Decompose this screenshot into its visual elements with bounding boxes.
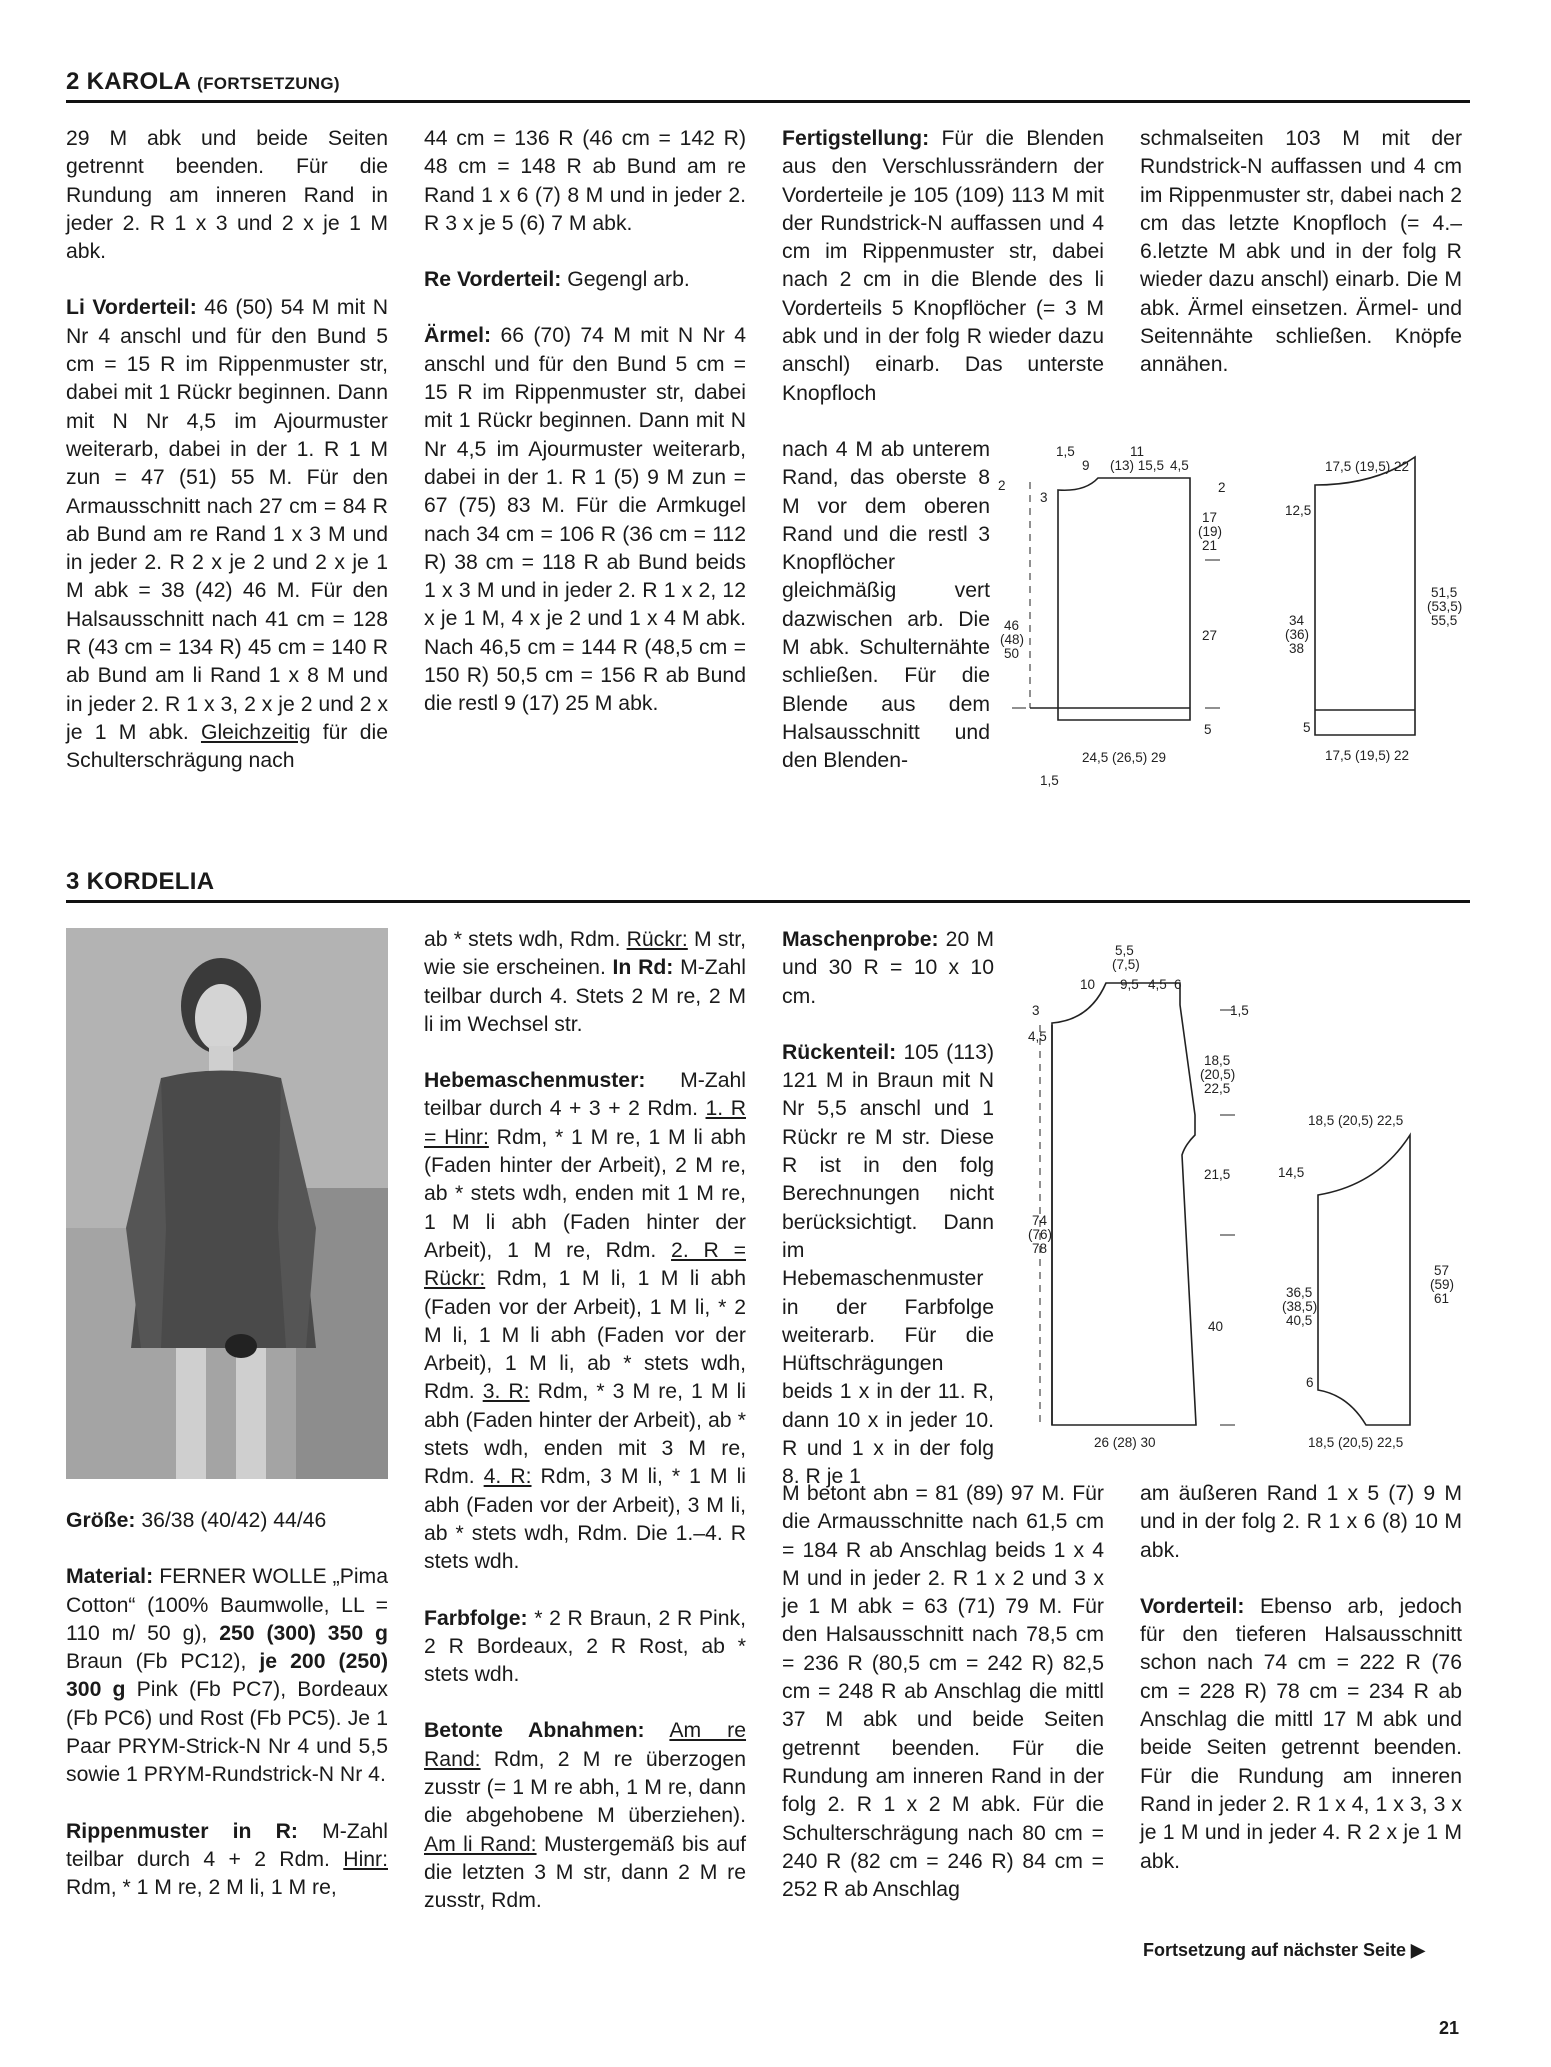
label: 9 [1082,458,1090,473]
paragraph: am äußeren Rand 1 x 5 (7) 9 M und in der folg 2. R 1 x 6 (8) 10 M abk. [1140,1482,1462,1562]
karola-column-3 [782,125,1104,408]
label: 18,5 (20,5) 22,5 [1308,1113,1404,1128]
text: 36/38 (40/42) 44/46 [135,1509,327,1532]
karola-sleeve-diagram [1275,445,1475,785]
text: Rdm, * 1 M re, 2 M li, 1 M re, [66,1876,337,1900]
karola-column-2 [424,125,746,747]
label: Betonte Abnahmen: [424,1719,645,1743]
label: Maschenprobe: [782,928,939,951]
label: 21,5 [1204,1167,1231,1182]
underlined-text: 3. R: [482,1380,530,1404]
label: 5 [1303,720,1311,735]
text: Rdm, * 1 M re, 1 M li abh (Faden hinter der Arbeit), 2 M re, ab * stets wdh, enden mit 1 M re, 1 M li abh (Faden hinter der Arbeit), 1 M re, Rdm. [424,1125,746,1262]
bold-text: 250 (300) 350 g [219,1621,389,1645]
label: (38,5) [1282,1299,1318,1314]
label: Ärmel: [424,324,492,348]
label: Fertigstellung: [782,127,930,150]
label: 4,5 [1170,458,1189,473]
paragraph: M betont abn = 81 (89) 97 M. Für die Armausschnitte nach 61,5 cm = 184 R ab Anschlag beids 1 x 4 M und in jeder 2. R 1 x 2 und 3 x je 1 M abk = 63 (71) 79 M. Für den Halsausschnitt nach 78,5 cm = 236 R (80,5 cm = 242 R) 82,5 cm = 248 R ab Anschlag die mittl 37 M abk und beide Seiten getrennt beenden. Für die Rundung am inneren Rand in der folg 2. R 1 x 2 M abk. Für die Schulterschrägung nach 80 cm = 240 R (82 cm = 246 R) 84 cm = 252 R ab Anschlag [782,1482,1104,1902]
underlined-text: Hinr: [343,1847,388,1871]
text: Rdm, * 3 M re, 1 M li abh (Faden hinter der Arbeit), ab * stets wdh, enden mit 3 M re, Rdm. [424,1380,746,1489]
label: (36) [1285,627,1310,642]
sleeve-labels [1278,1113,1454,1450]
body-labels [1028,945,1249,1450]
photo-illustration [66,928,388,1479]
kordelia-column-4 [1140,1480,1462,1904]
label: 11 [1130,444,1145,459]
label: Li Vorderteil: [66,296,197,320]
bold-text: je 200 (250) 300 g [66,1650,389,1702]
text: FERNER WOLLE „Pima Cotton“ (100% Baumwolle, LL = 110 m/ 50 g), [66,1565,388,1645]
label: Farbfolge: [424,1606,528,1630]
paragraph [424,1717,746,1915]
label: 40 [1208,1319,1224,1334]
front-outline [1058,478,1190,720]
label: (76) [1028,1227,1053,1242]
label: 2 [998,478,1006,493]
label: (48) [1000,632,1025,647]
section-3-header [66,868,1470,903]
karola-column-3-narrow [782,436,990,804]
label: 21 [1202,538,1218,553]
paragraph [66,294,388,775]
label: 57 [1434,1263,1450,1278]
paragraph [424,266,746,294]
label: 1,5 [1040,773,1059,788]
label: 27 [1202,628,1218,643]
continue-note: Fortsetzung auf nächster Seite ▶ [1143,1940,1425,1960]
label: (59) [1430,1277,1455,1292]
karola-front-diagram [990,440,1240,790]
section-subtitle: (FORTSETZUNG) [197,74,340,93]
underlined-text: Am li Rand: [424,1832,537,1856]
paragraph [782,125,1104,408]
label: 9,5 [1120,977,1139,992]
paragraph: 29 M abk und beide Seiten getrennt beenden. Für die Rundung am inneren Rand in jeder 2. R 1 x 3 und 2 x je 1 M abk. [66,127,388,264]
kordelia-column-3-wide [782,1480,1104,1932]
model-photo [66,928,388,1479]
kordelia-column-2 [424,926,746,1944]
underlined-text: Gleichzeitig [200,720,311,744]
sleeve-outline [1318,1135,1410,1425]
label: 22,5 [1204,1081,1231,1096]
body-outline [1052,983,1196,1425]
section-title: 3 KORDELIA [66,868,215,895]
label: 3 [1032,1003,1040,1018]
label: 5 [1204,722,1212,737]
label: 26 (28) 30 [1094,1435,1156,1450]
label: 78 [1032,1241,1048,1256]
page-number: 21 [1438,2018,1459,2038]
underlined-text: 1. R = Hinr: [424,1097,746,1149]
text: Mustergemäß bis auf die letzten 3 M str, dann 2 M re zusstr, Rdm. [424,1832,746,1913]
text: Rdm, 3 M li, * 1 M li abh (Faden vor der Arbeit), 3 M li, ab * stets wdh, Rdm. Die 1.–4. R stets wdh. [424,1465,747,1574]
label: 1,5 [1230,1003,1249,1018]
paragraph [782,1039,994,1492]
section-2-header [66,68,1470,103]
label: 6 [1306,1375,1314,1390]
label: (19) [1198,524,1223,539]
section-title: 2 KAROLA [66,68,191,95]
label: (13) 15,5 [1110,458,1165,473]
kordelia-column-1 [66,1507,388,1931]
karola-column-4 [1140,125,1462,408]
label: 10 [1080,977,1096,992]
label: (7,5) [1112,957,1140,972]
kordelia-column-3-narrow [782,926,994,1492]
label: (53,5) [1427,599,1463,614]
karola-column-1 [66,125,388,804]
paragraph [1140,1593,1462,1876]
text: 105 (113) 121 M in Braun mit N Nr 5,5 anschl und 1 Rückr re M str. Diese R ist in den folg Berechnungen nicht berücksichtigt. Dann im Hebemaschenmuster in der Farbfolge weiterarb. Für die Hüftschrägungen beids 1 x in der 11. R, dann 10 x in jeder 10. R und 1 x in der folg 8. R je 1 [782,1040,994,1489]
label: 17 [1202,510,1218,525]
label: 74 [1032,1213,1048,1228]
label: 36,5 [1286,1285,1313,1300]
underlined-text: 4. R: [483,1465,532,1489]
label: 17,5 (19,5) 22 [1325,748,1410,763]
sleeve-labels [1285,459,1462,763]
label: Hebemaschenmuster: [424,1069,646,1093]
label: Material: [66,1565,154,1589]
label: 50 [1004,646,1020,661]
text: Für die Blenden aus den Verschlussrändern der Vorderteile je 105 (109) 113 M mit der Rundstrick-N auffassen und 4 cm im Rippenmuster str, dabei nach 2 cm in die Blende des li Vorderteils 5 Knopflöcher (= 3 M abk und in der folg R wieder dazu anschl) einarb. Das unterste Knopfloch [782,127,1104,405]
sleeve-outline [1315,457,1415,735]
text: Rdm, 1 M li, 1 M li abh (Faden vor der Arbeit), 1 M li, * 2 M li, 1 M li abh (Faden vor der Arbeit), 1 M li, ab * stets wdh, Rdm. [424,1267,746,1404]
kordelia-sleeve-diagram [1268,1105,1478,1455]
label: 4,5 [1148,977,1167,992]
paragraph [424,1605,746,1690]
underlined-text: Rückr: [626,928,688,951]
label: 6 [1174,977,1182,992]
label: 24,5 (26,5) 29 [1082,750,1167,765]
paragraph [66,1507,388,1535]
label: Rippenmuster in R: [66,1819,298,1843]
label: 5,5 [1115,945,1134,958]
label: 4,5 [1028,1029,1047,1044]
label: 1,5 [1056,444,1075,459]
text: Braun (Fb PC12), [66,1650,260,1674]
underlined-text: Am re Rand: [424,1719,747,1771]
text: ab * stets wdh, Rdm. [424,928,627,951]
label: 34 [1289,613,1305,628]
paragraph [424,1067,746,1576]
label: 18,5 [1204,1053,1231,1068]
label: 61 [1434,1291,1450,1306]
label: Rückenteil: [782,1040,897,1064]
text: M-Zahl teilbar durch 4 + 3 + 2 Rdm. [424,1069,746,1121]
paragraph [782,926,994,1011]
label: Vorderteil: [1140,1594,1245,1618]
text: 66 (70) 74 M mit N Nr 4 anschl und für den Bund 5 cm = 15 R im Rippenmuster str, dabei mit 1 Rückr beginnen. Dann mit N Nr 4,5 im Ajourmuster weiterarb, dabei in der 1. R 1 (5) 9 M zun = 67 (75) 83 M. Für die Armkugel nach 34 cm = 106 R (36 cm = 112 R) 38 cm = 118 R ab Bund beids 1 x 3 M und in jeder 2. R 1 x 2, 12 x je 1 M, 4 x je 2 und 1 x 4 M abk. Nach 46,5 cm = 144 R (48,5 cm = 150 R) 50,5 cm = 156 R ab Bund die restl 9 (17) 25 M abk. [424,324,746,716]
paragraph [66,1818,388,1903]
label: Größe: [66,1509,136,1532]
text: 46 (50) 54 M mit N Nr 4 anschl und für den Bund 5 cm = 15 R im Rippenmuster str, dabei mit 1 Rückr beginnen. Dann mit N Nr 4,5 im Ajourmuster weiterarb, dabei in der 1. R 1 M zun = 47 (51) 55 M. Für den Armausschnitt nach 27 cm = 84 R ab Bund am re Rand 1 x 3 M und in jeder 2. R 2 x je 2 und 2 x je 1 M abk = 38 (42) 46 M. Für den Halsausschnitt nach 41 cm = 128 R (43 cm = 134 R) 45 cm = 140 R ab Bund am li Rand 1 x 8 M und in jeder 2. R 1 x 3, 2 x je 2 und 2 x je 1 M abk. [66,296,389,744]
label: 3 [1040,490,1048,505]
paragraph: schmalseiten 103 M mit der Rundstrick-N auffassen und 4 cm im Rippenmuster str, dabei nach 2 cm das letzte Knopfloch (= 4.–6.letzte M abk und in der folg R wieder dazu anschl) einarb. Die M abk. Ärmel einsetzen. Ärmel- und Seitennähte schließen. Knöpfe annähen. [1140,127,1462,377]
text: Pink (Fb PC7), Bordeaux (Fb PC6) und Rost (Fb PC5). Je 1 Paar PRYM-Strick-N Nr 4 und 5,5 sowie 1 PRYM-Rundstrick-N Nr 4. [66,1678,388,1787]
text: M str, wie sie erscheinen. [424,928,746,980]
text: M-Zahl teilbar durch 4 + 2 Rdm. [66,1819,389,1871]
front-labels [998,444,1226,788]
label: 40,5 [1286,1313,1313,1328]
text: * 2 R Braun, 2 R Pink, 2 R Bordeaux, 2 R Rost, ab * stets wdh. [424,1606,746,1687]
text: M-Zahl teilbar durch 4. Stets 2 M re, 2 M li im Wechsel str. [424,956,747,1036]
text: Rdm, 2 M re überzogen zusstr (= 1 M re abh, 1 M re, dann die abgehobene M überziehen). [424,1747,746,1828]
label: 12,5 [1285,503,1312,518]
bold-text: In Rd: [612,956,674,980]
label: (20,5) [1200,1067,1236,1082]
label: 51,5 [1431,585,1458,600]
text: 20 M und 30 R = 10 x 10 cm. [782,928,994,1008]
label: 2 [1218,480,1226,495]
label: Re Vorderteil: [424,268,562,292]
label: 55,5 [1431,613,1458,628]
kordelia-body-diagram [1010,945,1260,1455]
label: 14,5 [1278,1165,1305,1180]
paragraph [424,322,746,718]
text: Ebenso arb, jedoch für den tieferen Halsausschnitt schon nach 74 cm = 222 R (76 cm = 228 R) 78 cm = 234 R ab Anschlag die mittl 17 M abk und beide Seiten getrennt beenden. Für die Rundung am inneren Rand in jeder 2. R 1 x 4, 1 x 3, 3 x je 1 M und in jeder 4. R 2 x je 1 M abk. [1140,1594,1462,1873]
text: für die Schulterschrägung nach [66,720,388,773]
paragraph: nach 4 M ab unterem Rand, das oberste 8 M vor dem oberen Rand und die restl 3 Knopflöcher gleichmäßig vert dazwischen arb. Die M abk. Schulternähte schließen. Für die Blende aus dem Halsausschnitt und den Blenden- [782,438,990,773]
text: Gegengl arb. [561,268,690,292]
paragraph [66,1563,388,1789]
paragraph: 44 cm = 136 R (46 cm = 142 R) 48 cm = 148 R ab Bund am re Rand 1 x 6 (7) 8 M und in jeder 2. R 3 x je 5 (6) 7 M abk. [424,127,746,235]
paragraph [424,926,746,1039]
label: 38 [1289,641,1305,656]
underlined-text: 2. R = Rückr: [424,1238,746,1291]
label: 17,5 (19,5) 22 [1325,459,1410,474]
label: 18,5 (20,5) 22,5 [1308,1435,1404,1450]
label: 46 [1004,618,1020,633]
